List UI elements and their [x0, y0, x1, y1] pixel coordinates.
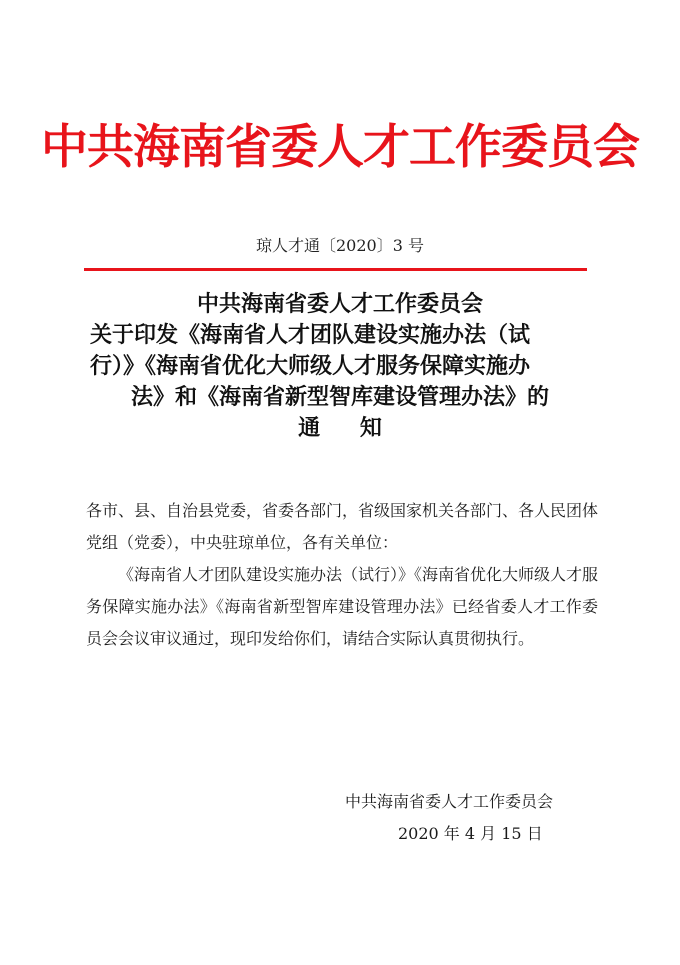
title-line-2: 关于印发《海南省人才团队建设实施办法（试	[90, 322, 531, 348]
addressee-paragraph: 各市、县、自治县党委，省委各部门，省级国家机关各部门、各人民团体党组（党委），中央驻琼单位，各有关单位：	[86, 501, 599, 552]
signature-date: 2020 年 4 月 15 日	[398, 824, 543, 843]
title-line-notice: 通 知	[298, 415, 398, 441]
title-line-4: 法》和《海南省新型智库建设管理办法》的	[130, 384, 549, 410]
red-divider-line	[84, 268, 587, 271]
title-line-3: 行）》《海南省优化大师级人才服务保障实施办	[90, 353, 531, 379]
document-number: 琼人才通〔2020〕3 号	[256, 236, 424, 255]
title-line-issuer: 中共海南省委人才工作委员会	[196, 291, 483, 317]
signature-organization: 中共海南省委人才工作委员会	[345, 792, 554, 811]
content-paragraph: 《海南省人才团队建设实施办法（试行）》《海南省优化大师级人才服务保障实施办法》《海南省新型智库建设管理办法》已经省委人才工作委员会会议审议通过，现印发给你们，请结合实际认真贯彻执行。	[86, 565, 599, 648]
document-title	[90, 289, 590, 444]
issuer-banner: 中共海南省委人才工作委员会	[41, 120, 639, 175]
document-body	[86, 495, 598, 655]
